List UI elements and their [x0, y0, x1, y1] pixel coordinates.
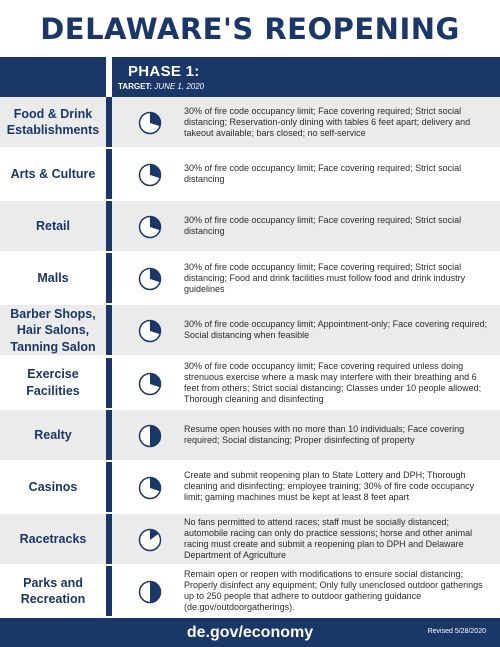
phase-header — [0, 57, 500, 97]
partially-filled-circle-icon — [138, 319, 162, 343]
table-row — [0, 305, 500, 357]
guideline-description: 30% of fire code occupancy limit; Appointment-only; Face covering required; Social distancing when feasible — [184, 319, 488, 341]
partially-filled-circle-icon — [138, 267, 162, 291]
guideline-description: 30% of fire code occupancy limit; Face covering required; Strict social distancing — [184, 163, 462, 185]
partially-filled-circle-icon — [138, 372, 162, 396]
guideline-description: 30% of fire code occupancy limit; Face covering required; Strict social distancing; Reservation-only dining with tables 6 feet apart; delivery and takeout available; bars closed; no self-service — [184, 105, 471, 138]
table-row — [0, 410, 500, 462]
footer — [0, 618, 500, 647]
row-divider — [106, 149, 112, 199]
page-title: DELAWARE'S REOPENING — [0, 0, 500, 57]
category-label: Food & Drink Establishments — [6, 106, 100, 138]
partially-filled-circle-icon — [138, 215, 162, 239]
guideline-description: Create and submit reopening plan to State Lottery and DPH; Thorough cleaning and disinfecting; employee training; 30% of fire code occupancy limit; gaming machines must be kept at least 8 feet apart — [184, 470, 475, 503]
partially-filled-circle-icon — [138, 424, 162, 448]
target-date: JUNE 1, 2020 — [154, 82, 205, 91]
partially-filled-circle-icon — [138, 111, 162, 135]
row-divider — [106, 201, 112, 251]
target-label: TARGET: — [118, 82, 153, 91]
row-divider — [106, 253, 112, 303]
phase-title: PHASE 1: — [128, 63, 200, 80]
category-label: Racetracks — [19, 531, 87, 546]
guideline-description: 30% of fire code occupancy limit; Face covering required unless doing strenuous exercise where a mask may interfere with their breathing and 6 feet from others; Strict social distancing; Classes under 10 people allowed; Thorough cleaning and disinfecting — [184, 360, 482, 404]
category-label: Parks and Recreation — [20, 575, 86, 606]
category-label: Arts & Culture — [10, 167, 96, 182]
row-divider — [106, 358, 112, 408]
table-row — [0, 201, 500, 253]
row-divider — [106, 462, 112, 512]
guideline-description: Remain open or reopen with modifications to ensure social distancing; Properly disinfect any equipment; Only fully unenclosed outdoor gatherings up to 250 people that adhere to outdoor gathering guidance (de.gov/outdoorgatherings). — [184, 569, 483, 612]
partially-filled-circle-icon — [138, 163, 162, 187]
row-divider — [106, 514, 112, 564]
column-divider — [106, 57, 112, 97]
category-label: Exercise Facilities — [26, 367, 80, 398]
partially-filled-circle-icon — [138, 580, 162, 604]
guideline-description: Resume open houses with no more than 10 individuals; Face covering required; Social distancing; Proper disinfecting of property — [184, 423, 465, 445]
table-row — [0, 514, 500, 566]
table-row — [0, 253, 500, 305]
phase-target — [118, 82, 204, 91]
guideline-description: 30% of fire code occupancy limit; Face covering required; Strict social distancing — [184, 215, 462, 237]
category-label: Casinos — [28, 479, 78, 494]
revised-date: Revised 5/28/2020 — [427, 628, 486, 635]
category-label: Barber Shops, Hair Salons, Tanning Salon — [10, 307, 96, 354]
row-divider — [106, 566, 112, 616]
guideline-description: 30% of fire code occupancy limit; Face covering required; Strict social distancing; Food and drink facilities must follow food and drink industry guidelines — [184, 261, 466, 294]
row-divider — [106, 410, 112, 460]
category-label: Retail — [35, 219, 71, 234]
table-row — [0, 97, 500, 149]
table-row — [0, 566, 500, 618]
partially-filled-circle-icon — [138, 476, 162, 500]
guidelines-table — [0, 97, 500, 618]
category-label: Malls — [37, 271, 69, 286]
table-row — [0, 149, 500, 201]
guideline-description: No fans permitted to attend races; staff must be socially distanced; automobile racing can only do practice sessions; horse and other animal racing must create and submit a reopening plan to DPH and Delaware Department of Agriculture — [184, 516, 473, 560]
row-divider — [106, 305, 112, 355]
footer-url[interactable]: de.gov/economy — [186, 623, 314, 641]
table-row — [0, 358, 500, 410]
partially-filled-circle-icon — [138, 528, 162, 552]
row-divider — [106, 97, 112, 147]
category-label: Realty — [34, 427, 72, 442]
table-row — [0, 462, 500, 514]
